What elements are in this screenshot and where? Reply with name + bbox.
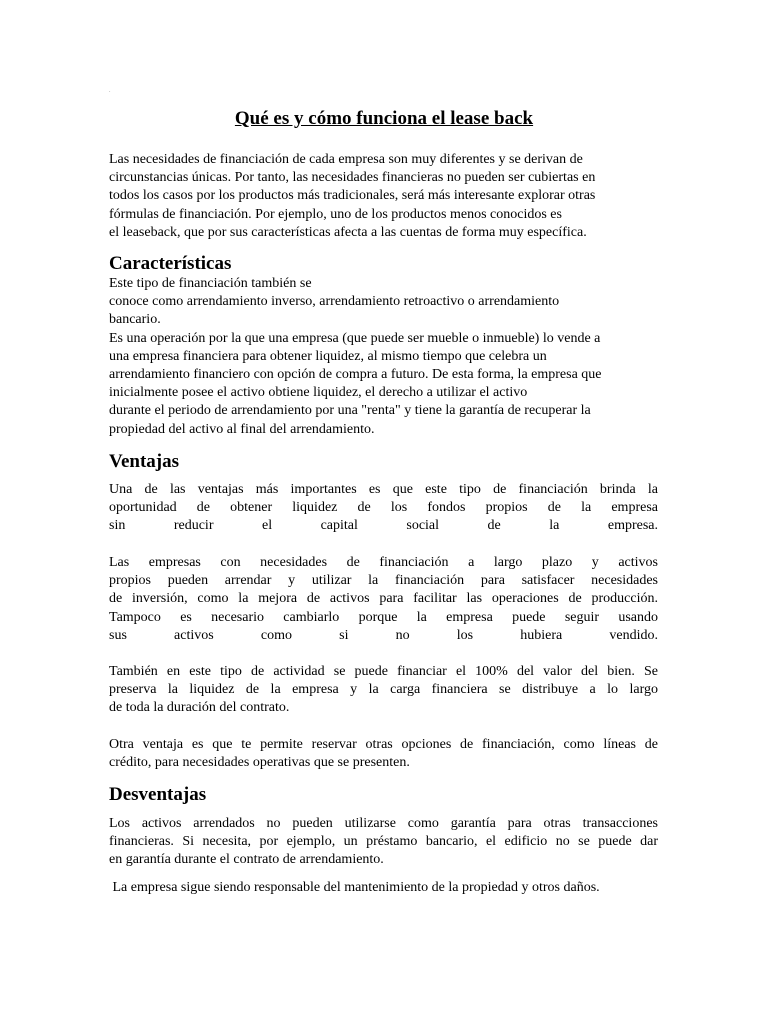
ventajas-paragraph-2	[109, 554, 658, 645]
text-line: financieras. Si necesita, por ejemplo, un préstamo bancario, el edificio no se puede dar	[109, 834, 658, 850]
caracteristicas-paragraph	[109, 275, 658, 439]
text-line: La empresa sigue siendo responsable del mantenimiento de la propiedad y otros daños.	[109, 880, 600, 895]
intro-paragraph	[109, 151, 658, 242]
page-title: Qué es y cómo funciona el lease back	[234, 108, 534, 129]
text-line: Las necesidades de financiación de cada empresa son muy diferentes y se derivan de	[109, 152, 583, 167]
text-line: circunstancias únicas. Por tanto, las necesidades financieras no pueden ser cubiertas en	[109, 170, 596, 186]
text-line: Es una operación por la que una empresa (que puede ser mueble o inmueble) lo vende a	[109, 330, 601, 346]
text-line: una empresa financiera para obtener liquidez, al mismo tiempo que celebra un	[109, 348, 547, 364]
text-line: También en este tipo de actividad se puede financiar el 100% del valor del bien. Se	[109, 664, 658, 679]
text-line: Una de las ventajas más importantes es que este tipo de financiación brinda la	[109, 482, 658, 497]
text-line: Este tipo de financiación también se	[109, 276, 312, 291]
desventajas-paragraph-2	[109, 879, 658, 897]
text-line: propiedad del activo al final del arrendamiento.	[109, 421, 375, 437]
text-line: bancario.	[109, 312, 161, 328]
text-line: durante el periodo de arrendamiento por una "renta" y tiene la garantía de recuperar la	[109, 403, 591, 419]
text-line: fórmulas de financiación. Por ejemplo, uno de los productos menos conocidos es	[109, 206, 562, 222]
ventajas-paragraph-1	[109, 481, 658, 536]
text-line: oportunidad de obtener liquidez de los fondos propios de la empresa	[109, 500, 658, 516]
text-line: Otra ventaja es que te permite reservar otras opciones de financiación, como líneas de	[109, 737, 658, 752]
text-line: todos los casos por los productos más tradicionales, será más interesante explorar otras	[109, 188, 596, 204]
text-line: de inversión, como la mejora de activos para facilitar las operaciones de producción.	[109, 591, 658, 607]
text-line: crédito, para necesidades operativas que se presenten.	[109, 755, 410, 771]
heading-caracteristicas: Características	[109, 253, 232, 274]
text-line: sus activos como si no los hubiera vendido.	[109, 627, 658, 643]
text-line: propios pueden arrendar y utilizar la financiación para satisfacer necesidades	[109, 573, 658, 589]
text-line: sin reducir el capital social de la empresa.	[109, 518, 658, 534]
text-line: conoce como arrendamiento inverso, arrendamiento retroactivo o arrendamiento	[109, 294, 560, 310]
text-line: inicialmente posee el activo obtiene liquidez, el derecho a utilizar el activo	[109, 385, 528, 401]
text-line: en garantía durante el contrato de arrendamiento.	[109, 852, 384, 868]
ventajas-paragraph-3	[109, 663, 658, 718]
text-line: preserva la liquidez de la empresa y la carga financiera se distribuye a lo largo	[109, 682, 658, 698]
desventajas-paragraph-1	[109, 815, 658, 870]
text-line: de toda la duración del contrato.	[109, 700, 290, 716]
text-line: Los activos arrendados no pueden utilizarse como garantía para otras transacciones	[109, 816, 658, 831]
heading-ventajas: Ventajas	[109, 451, 180, 472]
text-line: Tampoco es necesario cambiarlo porque la empresa puede seguir usando	[109, 609, 658, 625]
heading-desventajas: Desventajas	[109, 784, 207, 805]
text-line: arrendamiento financiero con opción de compra a futuro. De esta forma, la empresa que	[109, 367, 602, 383]
text-line: Las empresas con necesidades de financiación a largo plazo y activos	[109, 555, 658, 570]
text-line: el leaseback, que por sus características afecta a las cuentas de forma muy específica.	[109, 224, 587, 240]
ventajas-paragraph-4	[109, 736, 658, 772]
stray-mark: .	[109, 88, 111, 94]
